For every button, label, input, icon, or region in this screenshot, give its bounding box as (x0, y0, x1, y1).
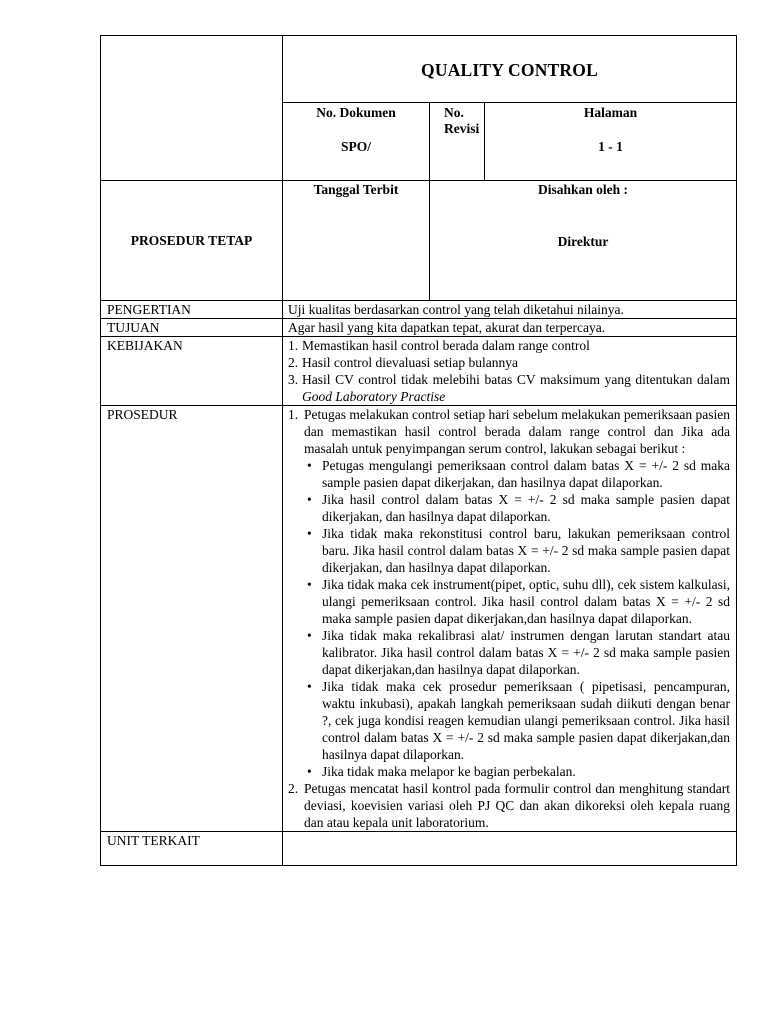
item-number: 3. (288, 372, 299, 387)
pengertian-text-cell (283, 301, 737, 319)
bullet-icon: • (307, 492, 312, 507)
bullet-text: Jika tidak maka cek instrument(pipet, optic, suhu dll), cek sistem kalkulasi, ulangi pemeriksaan control. Jika hasil control dalam batas X = +/- 2 sd maka sample pasien dapat dikerjakan,dan hasilnya dapat dilaporkan. (322, 577, 730, 626)
kebijakan-list (288, 337, 730, 405)
item-italic-text: Good Laboratory Practise (302, 389, 446, 404)
tujuan-text-cell (283, 319, 737, 337)
bullet-text: Petugas mengulangi pemeriksaan control dalam batas X = +/- 2 sd maka sample pasien dapat dikerjakan, dan hasilnya dapat dilaporkan. (322, 458, 730, 490)
halaman-label: Halaman (583, 105, 638, 120)
pengertian-label-cell (101, 301, 283, 319)
item-number: 2. (288, 781, 299, 796)
bullet-icon: • (307, 526, 312, 541)
no-revisi-label-1: No. (444, 105, 464, 120)
bullet-icon: • (307, 577, 312, 592)
prosedur-text-cell (283, 406, 737, 832)
list-item (286, 406, 730, 457)
kebijakan-label-cell (101, 337, 283, 406)
bullet-item (304, 491, 730, 525)
item-number: 2. (288, 355, 299, 370)
item-text: Petugas melakukan control setiap hari sebelum melakukan pemeriksaan pasien dan memastikan hasil control berada dalam range control dan Jika ada masalah untuk penyimpangan serum control, lakukan sebagai berikut : (304, 407, 730, 456)
bullet-text: Jika tidak maka melapor ke bagian perbekalan. (322, 764, 576, 779)
disahkan-cell (430, 181, 737, 301)
item-text: Hasil control dievaluasi setiap bulannya (302, 355, 518, 370)
unit-terkait-label-cell (101, 832, 283, 866)
tujuan-label: TUJUAN (107, 320, 160, 335)
pengertian-text: Uji kualitas berdasarkan control yang telah diketahui nilainya. (288, 302, 624, 317)
unit-terkait-label: UNIT TERKAIT (107, 833, 200, 848)
halaman-value: 1 - 1 (598, 139, 623, 154)
bullet-item (304, 627, 730, 678)
no-revisi-cell (430, 103, 485, 181)
list-item (288, 371, 730, 405)
bullet-item (304, 678, 730, 763)
halaman-cell (485, 103, 737, 181)
logo-cell (101, 36, 283, 181)
bullet-icon: • (307, 679, 312, 694)
document-title: QUALITY CONTROL (421, 60, 598, 80)
bullet-icon: • (307, 628, 312, 643)
item-number: 1. (288, 338, 299, 353)
bullet-text: Jika hasil control dalam batas X = +/- 2 sd maka sample pasien dapat dikerjakan, dan hasilnya dapat dilaporkan. (322, 492, 730, 524)
kebijakan-text-cell (283, 337, 737, 406)
tanggal-terbit-cell (283, 181, 430, 301)
title-cell (283, 36, 737, 103)
bullet-text: Jika tidak maka cek prosedur pemeriksaan ( pipetisasi, pencampuran, waktu inkubasi), apakah langkah pemeriksaan sudah diikuti dengan benar ?, cek juga kondisi reagen kemudian ulangi pemeriksaan control. Jika hasil control dalam batas X = +/- 2 sd maka sample pasien dapat dikerjakan,dan hasilnya dapat dilaporkan. (322, 679, 730, 762)
list-item (288, 337, 730, 354)
prosedur-label: PROSEDUR (107, 407, 178, 422)
prosedur-tetap-label: PROSEDUR TETAP (130, 232, 253, 248)
prosedur-label-cell (101, 406, 283, 832)
kebijakan-label: KEBIJAKAN (107, 338, 183, 353)
disahkan-label: Disahkan oleh : (537, 182, 629, 197)
prosedur-bullets (286, 457, 730, 780)
no-dokumen-label: No. Dokumen (316, 105, 396, 120)
tujuan-text: Agar hasil yang kita dapatkan tepat, akurat dan terpercaya. (288, 320, 606, 335)
bullet-item (304, 457, 730, 491)
bullet-icon: • (307, 458, 312, 473)
unit-terkait-text-cell (283, 832, 737, 866)
tujuan-label-cell (101, 319, 283, 337)
item-number: 1. (288, 407, 299, 422)
tanggal-terbit-label: Tanggal Terbit (313, 182, 399, 197)
item-text: Hasil CV control tidak melebihi batas CV maksimum yang ditentukan dalam (302, 372, 730, 387)
list-item (286, 780, 730, 831)
no-dokumen-value: SPO/ (340, 139, 371, 154)
bullet-text: Jika tidak maka rekalibrasi alat/ instrumen dengan larutan standart atau kalibrator. Jika hasil control dalam batas X = +/- 2 sd maka sample pasien dapat dikerjakan,dan hasilnya dapat dilaporkan. (322, 628, 730, 677)
bullet-item (304, 576, 730, 627)
sop-table (100, 35, 737, 866)
disahkan-value: Direktur (557, 234, 609, 249)
list-item (288, 354, 730, 371)
bullet-text: Jika tidak maka rekonstitusi control baru, lakukan pemeriksaan control baru. Jika hasil control dalam batas X = +/- 2 sd maka sample pasien dapat dikerjakan, dan hasilnya dapat dilaporkan. (322, 526, 730, 575)
pengertian-label: PENGERTIAN (107, 302, 191, 317)
item-text: Memastikan hasil control berada dalam range control (302, 338, 590, 353)
item-text: Petugas mencatat hasil kontrol pada formulir control dan menghitung standart deviasi, koevisien variasi oleh PJ QC dan akan dikoreksi oleh kepala ruang dan atau kepala unit laboratorium. (304, 781, 730, 830)
sop-document (100, 35, 736, 866)
no-revisi-label-2: Revisi (444, 121, 480, 136)
bullet-item (304, 525, 730, 576)
bullet-icon: • (307, 764, 312, 779)
prosedur-tetap-cell (101, 181, 283, 301)
bullet-item (304, 763, 730, 780)
no-dokumen-cell (283, 103, 430, 181)
